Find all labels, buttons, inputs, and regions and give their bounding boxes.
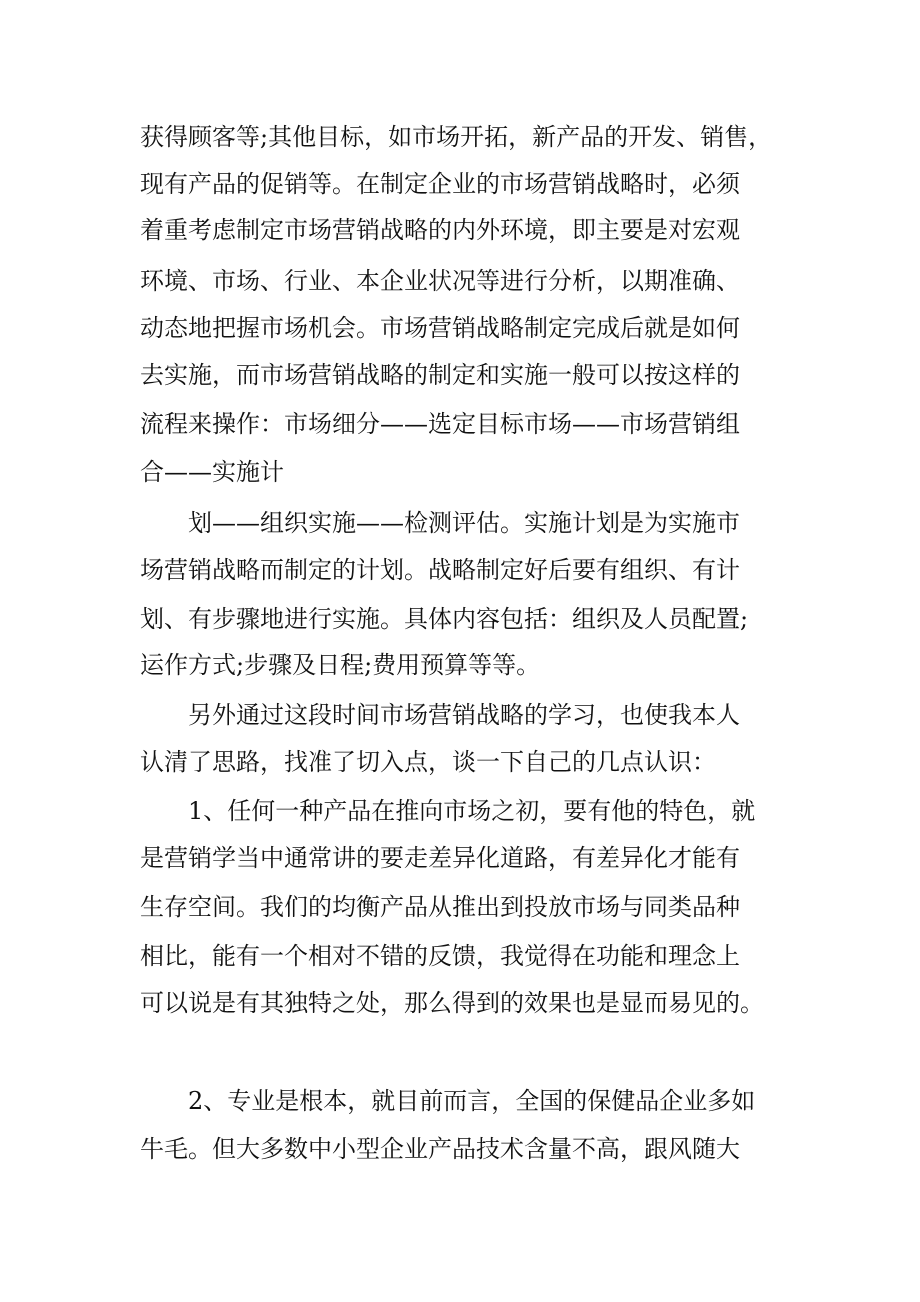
text-line: 可以说是有其独特之处，那么得到的效果也是显而易见的。 — [140, 989, 764, 1017]
text-line: 流程来操作：市场细分——选定目标市场——市场营销组 — [140, 410, 740, 438]
text-line: 运作方式;步骤及日程;费用预算等等。 — [140, 651, 541, 679]
text-line: 是营销学当中通常讲的要走差异化道路，有差异化才能有 — [140, 844, 740, 872]
text-line: 获得顾客等;其他目标，如市场开拓，新产品的开发、销售， — [140, 123, 773, 151]
text-line: 环境、市场、行业、本企业状况等进行分析，以期准确、 — [140, 267, 740, 295]
text-line: 2、专业是根本，就目前而言，全国的保健品企业多如 — [188, 1087, 756, 1115]
text-line: 另外通过这段时间市场营销战略的学习，也使我本人 — [188, 701, 740, 729]
text-line: 着重考虑制定市场营销战略的内外环境，即主要是对宏观 — [140, 216, 740, 244]
text-line: 相比，能有一个相对不错的反馈，我觉得在功能和理念上 — [140, 942, 740, 970]
text-line: 去实施，而市场营销战略的制定和实施一般可以按这样的 — [140, 361, 740, 389]
text-line: 划——组织实施——检测评估。实施计划是为实施市 — [188, 509, 740, 537]
text-line: 划、有步骤地进行实施。具体内容包括：组织及人员配置; — [140, 605, 749, 633]
text-line: 合——实施计 — [140, 458, 284, 486]
text-line: 现有产品的促销等。在制定企业的市场营销战略时，必须 — [140, 170, 740, 198]
text-line: 生存空间。我们的均衡产品从推出到投放市场与同类品种 — [140, 893, 740, 921]
text-line: 1、任何一种产品在推向市场之初，要有他的特色，就 — [188, 797, 756, 825]
text-line: 认清了思路，找准了切入点，谈一下自己的几点认识： — [140, 748, 716, 776]
text-line: 场营销战略而制定的计划。战略制定好后要有组织、有计 — [140, 556, 740, 584]
text-line: 动态地把握市场机会。市场营销战略制定完成后就是如何 — [140, 314, 740, 342]
text-line: 牛毛。但大多数中小型企业产品技术含量不高，跟风随大 — [140, 1135, 740, 1163]
